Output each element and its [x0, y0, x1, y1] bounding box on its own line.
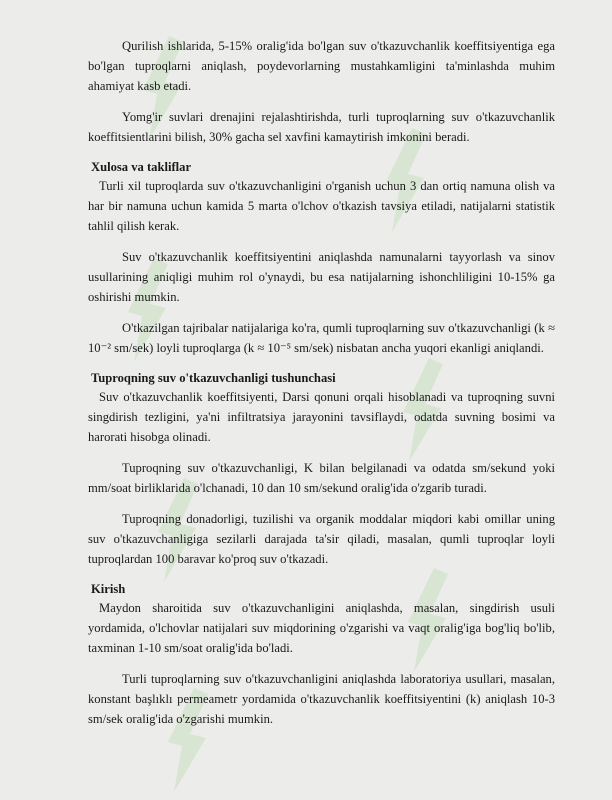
paragraph: Maydon sharoitida suv o'tkazuvchanligini aniqlashda, masalan, singdirish usuli yordamida, o'lchovlar natijalari suv miqdorining o'zgarishi va vaqt oralig'iga bog'liq bo'lib, taxminan 1-10 sm/soat oralig'ida bo'ladi.	[88, 601, 555, 655]
paragraph: Suv o'tkazuvchanlik koeffitsiyentini aniqlashda namunalarni tayyorlash va sinov usullarining aniqligi muhim rol o'ynaydi, bu esa natijalarning ishonchliligini 10-15% ga oshirishi mumkin.	[88, 250, 555, 304]
paragraph: O'tkazilgan tajribalar natijalariga ko'ra, qumli tuproqlarning suv o'tkazuvchanligi (k ≈ 10⁻² sm/sek) loyli tuproqlarga (k ≈ 10⁻⁵ sm/sek) nisbatan ancha yuqori ekanligi aniqlandi.	[88, 321, 555, 355]
section-heading: Xulosa va takliflar	[91, 160, 192, 174]
section-heading: Tuproqning suv o'tkazuvchanligi tushunchasi	[91, 371, 336, 385]
paragraph: Tuproqning suv o'tkazuvchanligi, K bilan belgilanadi va odatda sm/sekund yoki mm/soat birliklarida o'lchanadi, 10 dan 10 sm/sekund oralig'ida o'zgarib turadi.	[88, 461, 555, 495]
paragraph: Tuproqning donadorligi, tuzilishi va organik moddalar miqdori kabi omillar uning suv o'tkazuvchanligiga sezilarli darajada ta'sir qiladi, masalan, qumli tuproqlar loyli tuproqlardan 100 baravar ko'proq suv o'tkazadi.	[88, 512, 555, 566]
paragraph: Yomg'ir suvlari drenajini rejalashtirishda, turli tuproqlarning suv o'tkazuvchanlik koeffitsientlarini bilish, 30% gacha sel xavfini kamaytirish imkonini beradi.	[88, 110, 555, 144]
section-heading: Kirish	[91, 582, 126, 596]
paragraph: Suv o'tkazuvchanlik koeffitsiyenti, Darsi qonuni orqali hisoblanadi va tuproqning suvni singdirish tezligini, ya'ni infiltratsiya jarayonini tavsiflaydi, odatda suvning bosimi va harorati hisobga olinadi.	[88, 390, 555, 444]
paragraph: Turli xil tuproqlarda suv o'tkazuvchanligini o'rganish uchun 3 dan ortiq namuna olish va har bir namuna uchun kamida 5 marta o'lchov o'tkazish tavsiya etiladi, natijalarni statistik tahlil qilish kerak.	[88, 179, 555, 233]
paragraph: Qurilish ishlarida, 5-15% oralig'ida bo'lgan suv o'tkazuvchanlik koeffitsiyentiga ega bo'lgan tuproqlarni aniqlash, poydevorlarning mustahkamligini ta'minlashda muhim ahamiyat kasb etadi.	[88, 39, 555, 93]
paragraph: Turli tuproqlarning suv o'tkazuvchanligini aniqlashda laboratoriya usullari, masalan, konstant başlıklı permeametr yordamida o'tkazuvchanlik koeffitsiyentini (k) aniqlash 10-3 sm/sek oralig'ida o'zgarishi mumkin.	[88, 672, 555, 726]
document-body	[88, 36, 555, 740]
